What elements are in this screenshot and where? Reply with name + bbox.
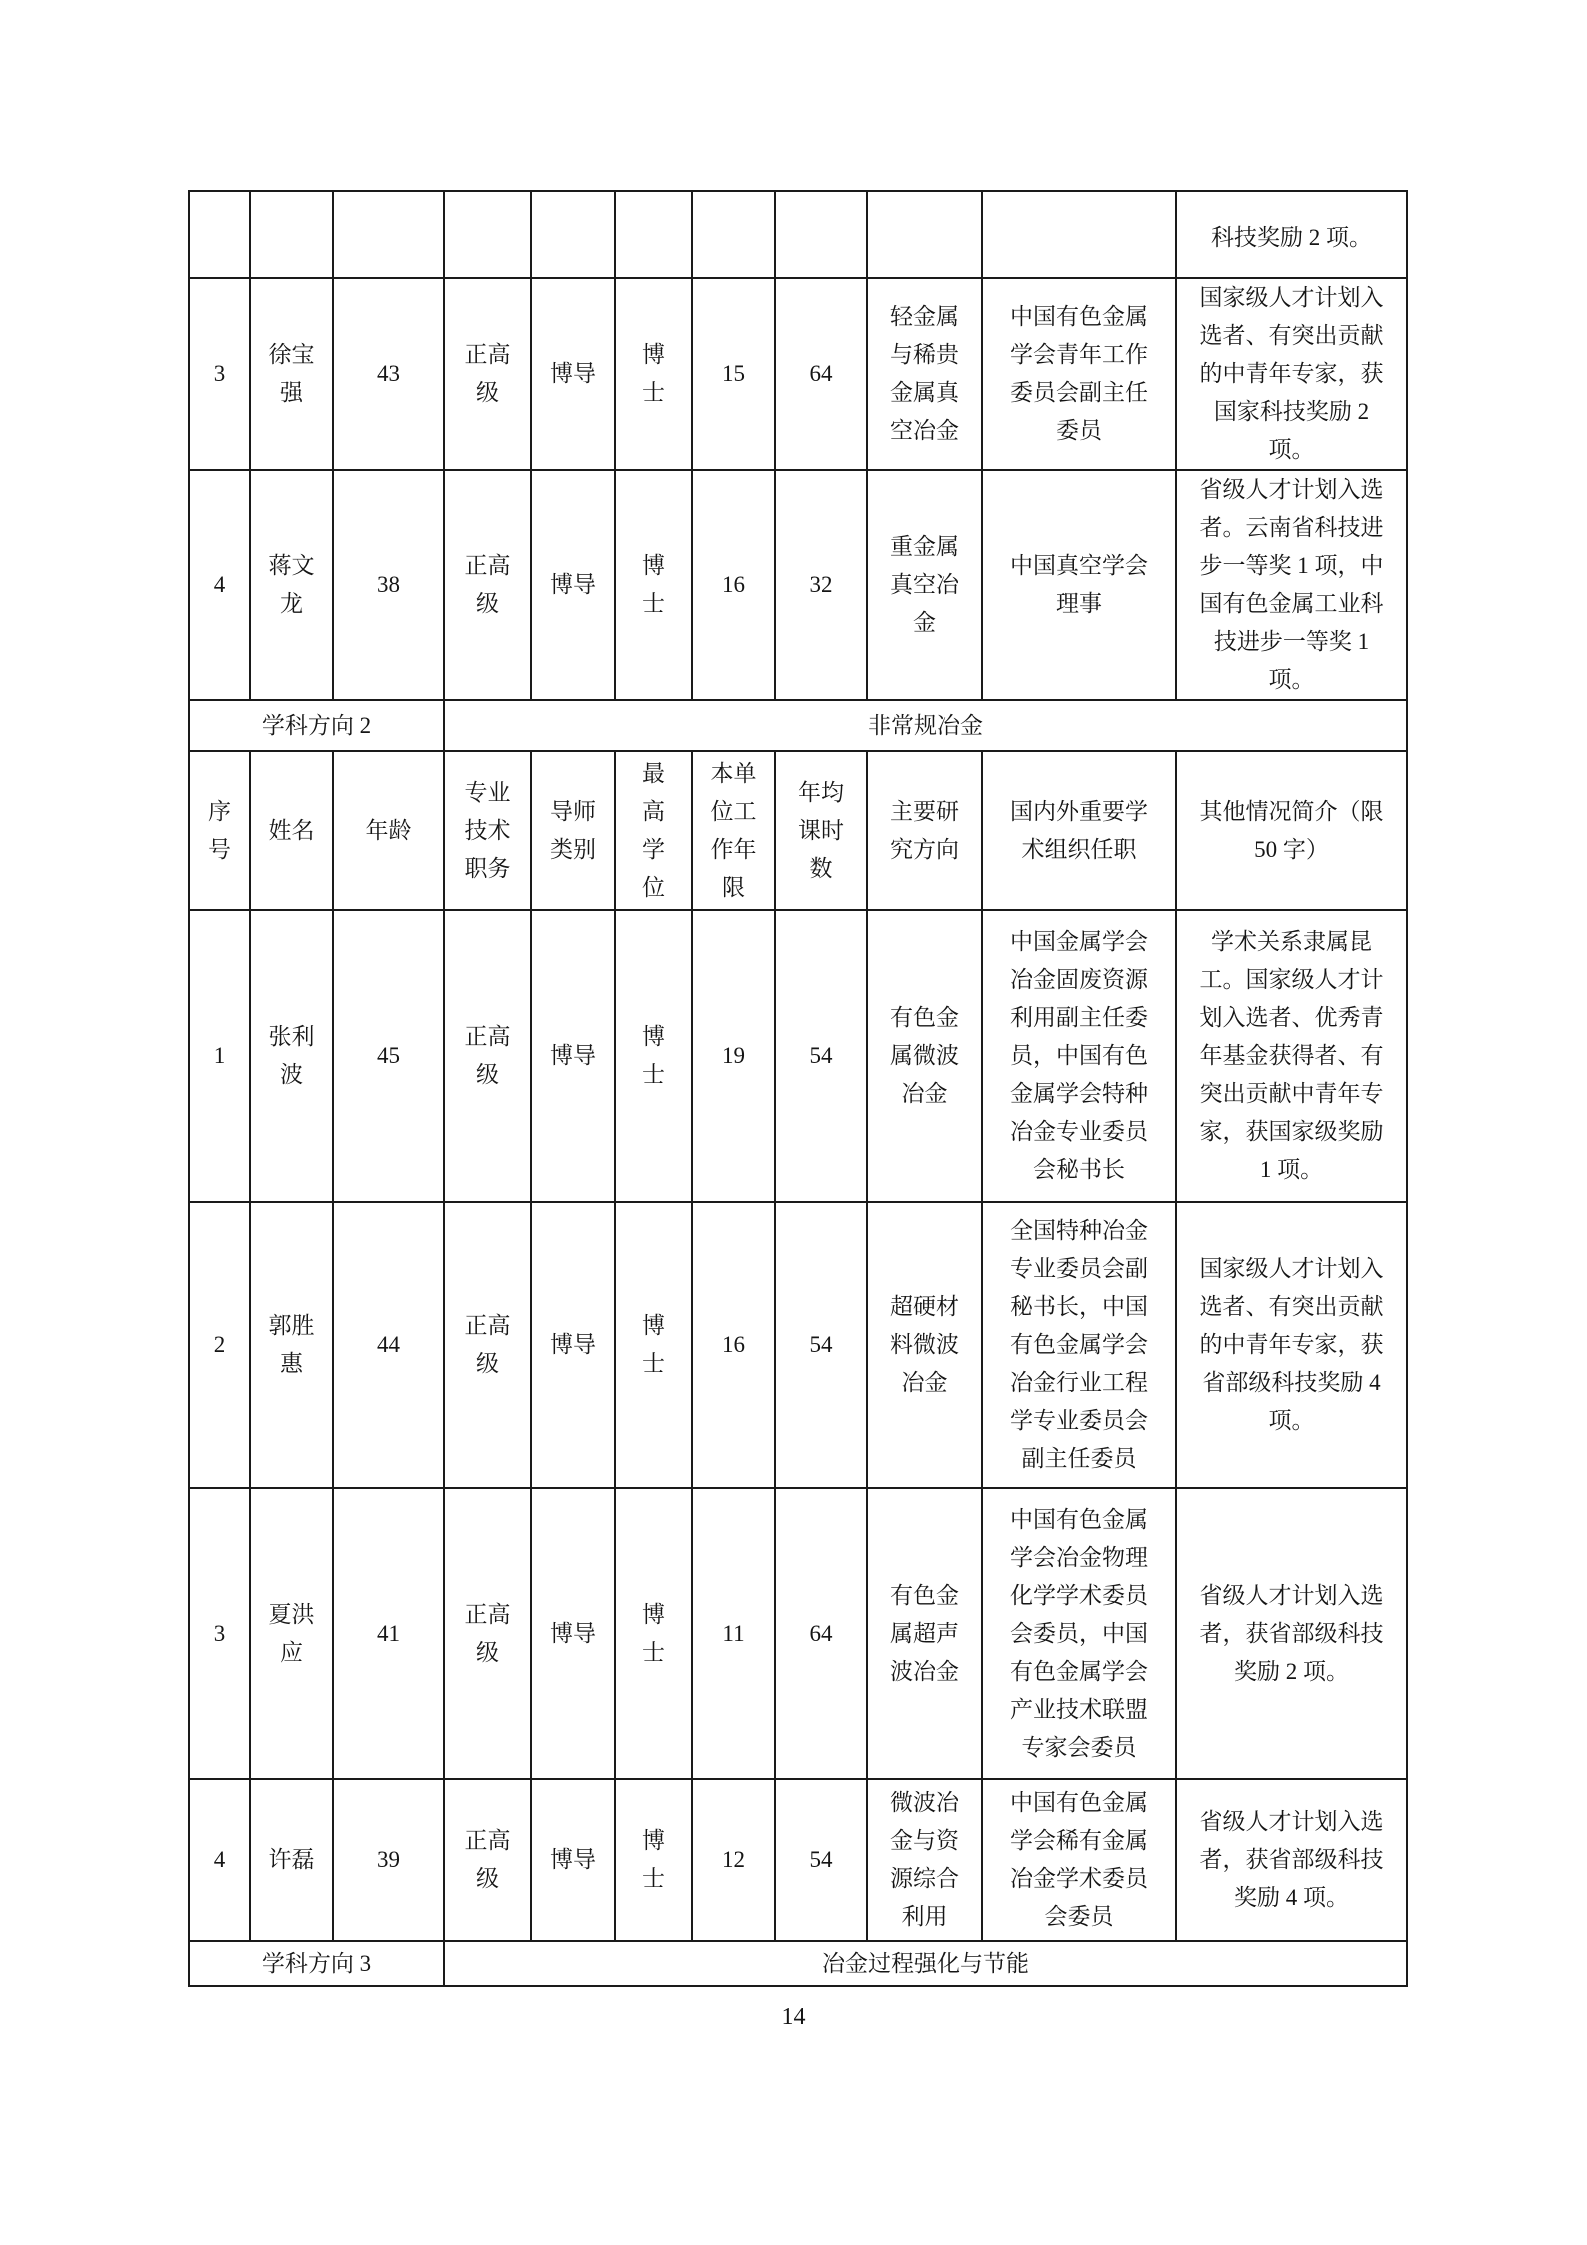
- empty-cell: [615, 191, 692, 278]
- name-cell: 张利波: [250, 910, 333, 1202]
- header-mentor-type: 导师类别: [531, 751, 615, 910]
- row-number-cell: 1: [189, 910, 250, 1202]
- mentor-type-cell: 博导: [531, 1488, 615, 1779]
- section-row: [189, 700, 1407, 751]
- title-cell: 正高级: [444, 470, 531, 700]
- name-cell: 郭胜惠: [250, 1202, 333, 1488]
- header-hours: 年均课时数: [775, 751, 867, 910]
- header-years: 本单位工作年限: [692, 751, 775, 910]
- empty-cell: [531, 191, 615, 278]
- mentor-type-cell: 博导: [531, 1202, 615, 1488]
- table-row-continuation: [189, 191, 1407, 278]
- degree-cell: 博士: [615, 910, 692, 1202]
- years-cell: 19: [692, 910, 775, 1202]
- other-cell: 省级人才计划入选者，获省部级科技奖励 4 项。: [1176, 1779, 1407, 1941]
- empty-cell: [444, 191, 531, 278]
- hours-cell: 64: [775, 1488, 867, 1779]
- empty-cell: [333, 191, 444, 278]
- org-cell: 中国有色金属学会青年工作委员会副主任委员: [982, 278, 1176, 470]
- empty-cell: [189, 191, 250, 278]
- title-cell: 正高级: [444, 1779, 531, 1941]
- section-value-cell: 非常规冶金: [444, 700, 1407, 751]
- section-row: [189, 1941, 1407, 1986]
- header-age: 年龄: [333, 751, 444, 910]
- table-row: [189, 1779, 1407, 1941]
- section-value-cell: 冶金过程强化与节能: [444, 1941, 1407, 1986]
- other-cell: 省级人才计划入选者。云南省科技进步一等奖 1 项，中国有色金属工业科技进步一等奖 1 项。: [1176, 470, 1407, 700]
- years-cell: 15: [692, 278, 775, 470]
- research-cell: 有色金属超声波冶金: [867, 1488, 982, 1779]
- years-cell: 16: [692, 1202, 775, 1488]
- header-title: 专业技术职务: [444, 751, 531, 910]
- table-row: [189, 910, 1407, 1202]
- header-org: 国内外重要学术组织任职: [982, 751, 1176, 910]
- header-no: 序号: [189, 751, 250, 910]
- hours-cell: 54: [775, 910, 867, 1202]
- section-label-cell: 学科方向 2: [189, 700, 444, 751]
- age-cell: 41: [333, 1488, 444, 1779]
- title-cell: 正高级: [444, 1488, 531, 1779]
- hours-cell: 64: [775, 278, 867, 470]
- empty-cell: [867, 191, 982, 278]
- research-cell: 轻金属与稀贵金属真空冶金: [867, 278, 982, 470]
- name-cell: 蒋文龙: [250, 470, 333, 700]
- hours-cell: 32: [775, 470, 867, 700]
- title-cell: 正高级: [444, 910, 531, 1202]
- row-number-cell: 4: [189, 470, 250, 700]
- other-cell: 国家级人才计划入选者、有突出贡献的中青年专家，获省部级科技奖励 4 项。: [1176, 1202, 1407, 1488]
- hours-cell: 54: [775, 1779, 867, 1941]
- years-cell: 11: [692, 1488, 775, 1779]
- empty-cell: [250, 191, 333, 278]
- page-number: 14: [781, 2004, 806, 2030]
- other-cell: 学术关系隶属昆工。国家级人才计划入选者、优秀青年基金获得者、有突出贡献中青年专家，获国家级奖励 1 项。: [1176, 910, 1407, 1202]
- other-cell: 国家级人才计划入选者、有突出贡献的中青年专家，获国家科技奖励 2 项。: [1176, 278, 1407, 470]
- faculty-table: [188, 190, 1408, 1987]
- other-cell-continued: 科技奖励 2 项。: [1176, 191, 1407, 278]
- years-cell: 12: [692, 1779, 775, 1941]
- name-cell: 夏洪应: [250, 1488, 333, 1779]
- research-cell: 重金属真空冶金: [867, 470, 982, 700]
- other-cell: 省级人才计划入选者，获省部级科技奖励 2 项。: [1176, 1488, 1407, 1779]
- org-cell: 中国有色金属学会冶金物理化学学术委员会委员，中国有色金属学会产业技术联盟专家会委员: [982, 1488, 1176, 1779]
- row-number-cell: 2: [189, 1202, 250, 1488]
- header-name: 姓名: [250, 751, 333, 910]
- row-number-cell: 4: [189, 1779, 250, 1941]
- header-other: 其他情况简介（限 50 字）: [1176, 751, 1407, 910]
- empty-cell: [775, 191, 867, 278]
- age-cell: 44: [333, 1202, 444, 1488]
- research-cell: 有色金属微波冶金: [867, 910, 982, 1202]
- table-row: [189, 278, 1407, 470]
- degree-cell: 博士: [615, 1488, 692, 1779]
- degree-cell: 博士: [615, 278, 692, 470]
- hours-cell: 54: [775, 1202, 867, 1488]
- org-cell: 全国特种冶金专业委员会副秘书长，中国有色金属学会冶金行业工程学专业委员会副主任委员: [982, 1202, 1176, 1488]
- degree-cell: 博士: [615, 1779, 692, 1941]
- org-cell: 中国真空学会理事: [982, 470, 1176, 700]
- mentor-type-cell: 博导: [531, 278, 615, 470]
- degree-cell: 博士: [615, 1202, 692, 1488]
- degree-cell: 博士: [615, 470, 692, 700]
- name-cell: 许磊: [250, 1779, 333, 1941]
- name-cell: 徐宝强: [250, 278, 333, 470]
- mentor-type-cell: 博导: [531, 910, 615, 1202]
- mentor-type-cell: 博导: [531, 1779, 615, 1941]
- age-cell: 43: [333, 278, 444, 470]
- org-cell: 中国金属学会冶金固废资源利用副主任委员，中国有色金属学会特种冶金专业委员会秘书长: [982, 910, 1176, 1202]
- table-row: [189, 470, 1407, 700]
- row-number-cell: 3: [189, 1488, 250, 1779]
- row-number-cell: 3: [189, 278, 250, 470]
- research-cell: 超硬材料微波冶金: [867, 1202, 982, 1488]
- table-row: [189, 1488, 1407, 1779]
- title-cell: 正高级: [444, 278, 531, 470]
- age-cell: 38: [333, 470, 444, 700]
- header-research: 主要研究方向: [867, 751, 982, 910]
- section-label-cell: 学科方向 3: [189, 1941, 444, 1986]
- empty-cell: [982, 191, 1176, 278]
- title-cell: 正高级: [444, 1202, 531, 1488]
- age-cell: 45: [333, 910, 444, 1202]
- years-cell: 16: [692, 470, 775, 700]
- mentor-type-cell: 博导: [531, 470, 615, 700]
- table-header-row: [189, 751, 1407, 910]
- table-row: [189, 1202, 1407, 1488]
- header-degree: 最高学位: [615, 751, 692, 910]
- empty-cell: [692, 191, 775, 278]
- age-cell: 39: [333, 1779, 444, 1941]
- research-cell: 微波冶金与资源综合利用: [867, 1779, 982, 1941]
- org-cell: 中国有色金属学会稀有金属冶金学术委员会委员: [982, 1779, 1176, 1941]
